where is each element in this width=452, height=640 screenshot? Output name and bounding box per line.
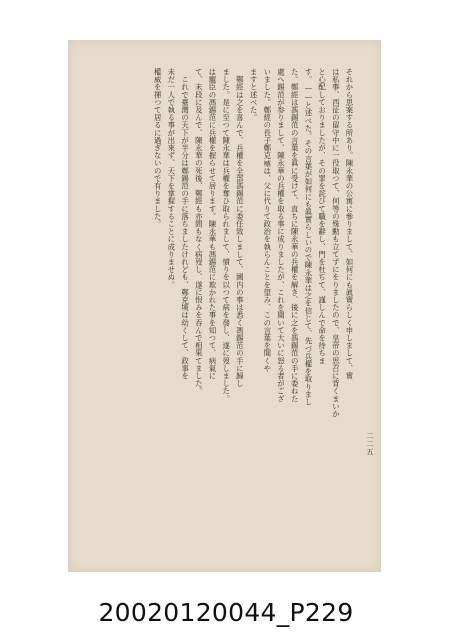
text-line: これで臺灣の天下が半分は鄭錫范の手に落ちましたけれども、鄭克塽は幼くして、政事を bbox=[180, 68, 190, 380]
text-line: た。鄭經は馮錫范の言葉を眞に受けて、直ちに陳永華の兵權を解き、後に之を馮錫范の手に委ねた bbox=[290, 68, 300, 403]
text-line: 權威を揮つて居るに過ぎないので有りました。 bbox=[153, 68, 163, 228]
text-line: それから思案する所あり。陳永華の公寓に參りまして、如何にも眞實らしく申しまして、實 bbox=[345, 68, 354, 380]
image-caption: 20020120044_P229 bbox=[98, 598, 354, 627]
text-line: す。——と述べた。その言葉が如何にも眞實らしいので陳永華は之を信じて、先づ兵權を取りまし bbox=[303, 68, 313, 406]
page-number: 二二五 bbox=[366, 432, 374, 456]
text-line: は私事、西征の留守中に一役取つて、何等の殊勳も立てずにをりましたので、皇帝の思召に背くまいか bbox=[331, 68, 341, 418]
text-line: ますと述べた。 bbox=[249, 68, 259, 122]
text-line: 處へ錫范が参りまして、陳永華の兵權を取る事に成りましたが、これを聞いて大いに怒る者がござ bbox=[276, 68, 286, 403]
text-line: 鄭經は之を喜んで、兵權を全部馮錫范に委任致しまして、國内の事は悉く馮錫范の手に歸し bbox=[235, 68, 245, 388]
text-line: と心配しておりましたが、その罪を詫びて職を辭し、門を杜ぢて、謹しんで命を待ちま bbox=[317, 68, 327, 365]
text-line: いました。鄭經の長子鄭克𡒉は、父に代りて政治を執らんことを望み、この言葉を聞くや bbox=[262, 68, 272, 372]
text-line: は寵臣の馮錫范に兵權を握らせて居ります。陳永華も馮錫范に欺かれた事を知つて、病氣に bbox=[207, 68, 217, 380]
vertical-body-text bbox=[94, 68, 356, 508]
scanned-book-page bbox=[68, 40, 381, 572]
text-line: て、末段に及んで、陳永華の死後、鄭經も亦間もなく病歿し、遂に恨みを吞んで相果てました。 bbox=[194, 68, 204, 395]
text-line: ました。是に至つて陳永華は兵權を奪ひ取られまして、憤りを以つて病を發し、遂に歿しました。 bbox=[221, 68, 231, 403]
text-line: 未だ一人で執る事が出來ず、天下を掌握することに成りませぬ。 bbox=[166, 68, 176, 289]
